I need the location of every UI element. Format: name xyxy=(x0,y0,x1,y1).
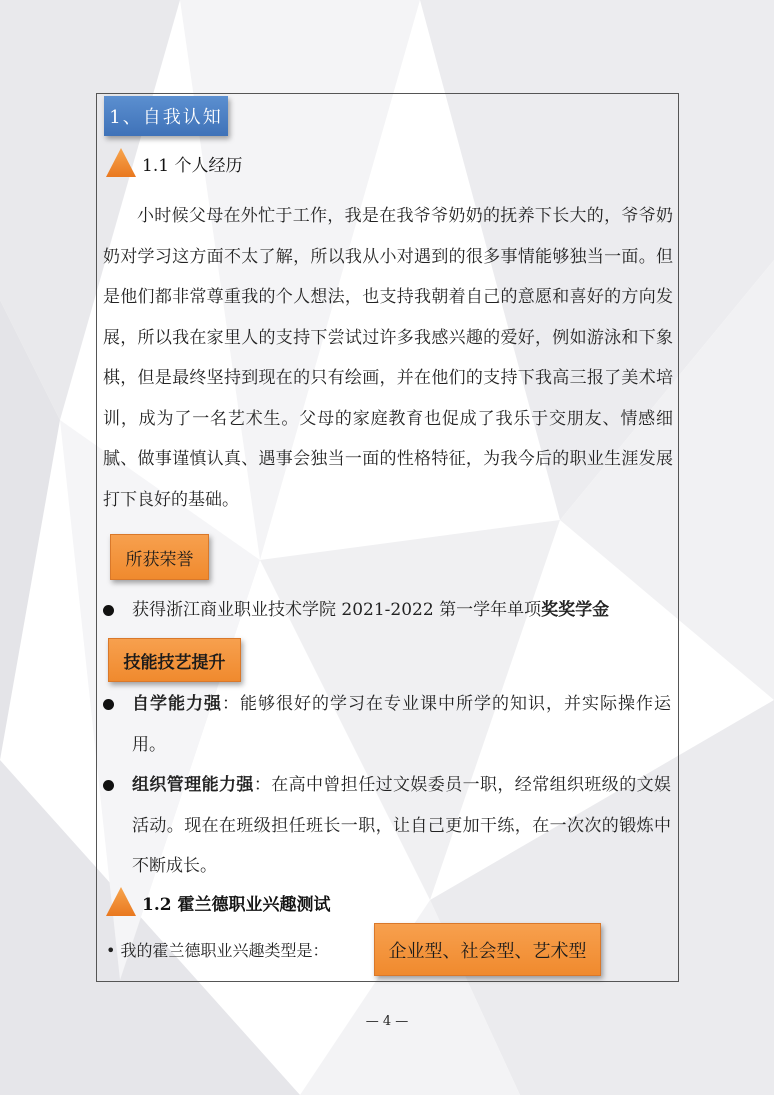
bullet-dot-icon xyxy=(103,699,114,710)
skill-list-item xyxy=(103,684,671,765)
skill-item-text: ：在高中曾担任过文娱委员一职，经常组织班级的文娱活动。现在在班级担任班长一职，让自己更加干练，在一次次的锻炼中不断成长。 xyxy=(132,775,672,876)
subsection-heading-1-1 xyxy=(104,146,242,180)
personal-experience-paragraph: 小时候父母在外忙于工作，我是在我爷爷奶奶的抚养下长大的，爷爷奶奶对学习这方面不太了解，所以我从小对遇到的很多事情能够独当一面。但是他们都非常尊重我的个人想法，也支持我朝着自己的意愿和喜好的方向发展，所以我在家里人的支持下尝试过许多我感兴趣的爱好，例如游泳和下象棋，但是最终坚持到现在的只有绘画，并在他们的支持下我高三报了美术培训，成为了一名艺术生。父母的家庭教育也促成了我乐于交朋友、情感细腻、做事谨慎认真、遇事会独当一面的性格特征，为我今后的职业生涯发展打下良好的基础。 xyxy=(103,206,673,510)
subsection-title: 1.1 个人经历 xyxy=(142,155,243,176)
skills-label-badge: 技能技艺提升 xyxy=(108,638,241,682)
honors-label-badge: 所获荣誉 xyxy=(110,534,209,580)
orange-triangle-icon xyxy=(104,885,138,919)
bullet-dot-icon xyxy=(103,780,114,791)
bullet-dot-icon xyxy=(103,605,114,616)
honors-list-item xyxy=(103,590,671,631)
holland-type-label: • 我的霍兰德职业兴趣类型是： xyxy=(106,941,329,960)
skill-item-text: ：能够很好的学习在专业课中所学的知识，并实际操作运用。 xyxy=(132,694,671,755)
section-title-badge: 1、自我认知 xyxy=(104,96,228,136)
honors-item-text: 获得浙江商业职业技术学院 2021-2022 第一学年单项 xyxy=(132,600,542,620)
page-number: — 4 — xyxy=(365,1014,409,1029)
subsection-title: 1.2 霍兰德职业兴趣测试 xyxy=(142,894,331,915)
subsection-heading-1-2 xyxy=(104,885,331,919)
skill-item-bold: 自学能力强 xyxy=(132,694,222,714)
orange-triangle-icon xyxy=(104,146,138,180)
holland-result-badge: 企业型、社会型、艺术型 xyxy=(374,923,601,976)
skill-list-item xyxy=(103,765,671,887)
honors-item-bold: 奖奖学金 xyxy=(541,600,610,620)
skill-item-bold: 组织管理能力强 xyxy=(132,775,254,795)
